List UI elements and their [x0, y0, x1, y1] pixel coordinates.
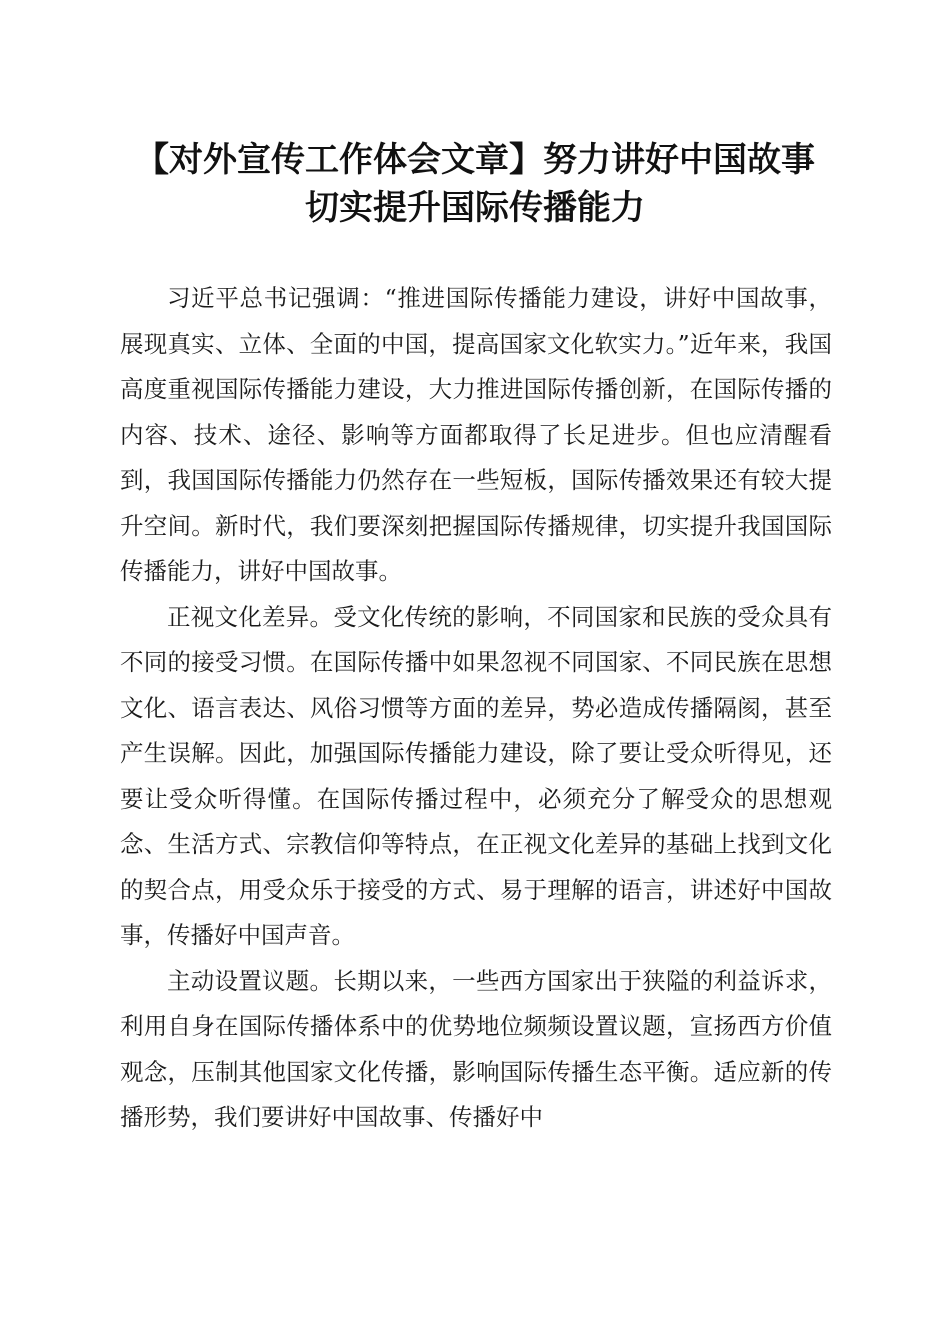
paragraph-2: 正视文化差异。受文化传统的影响，不同国家和民族的受众具有不同的接受习惯。在国际传播中如果忽视不同国家、不同民族在思想文化、语言表达、风俗习惯等方面的差异，势必造成传播隔阂，甚至产生误解。因此，加强国际传播能力建设，除了要让受众听得见，还要让受众听得懂。在国际传播过程中，必须充分了解受众的思想观念、生活方式、宗教信仰等特点，在正视文化差异的基础上找到文化的契合点，用受众乐于接受的方式、易于理解的语言，讲述好中国故事，传播好中国声音。 — [120, 602, 832, 949]
document-body — [120, 276, 832, 1141]
paragraph-1: 习近平总书记强调：“推进国际传播能力建设，讲好中国故事，展现真实、立体、全面的中国，提高国家文化软实力。”近年来，我国高度重视国际传播能力建设，大力推进国际传播创新，在国际传播的内容、技术、途径、影响等方面都取得了长足进步。但也应清醒看到，我国国际传播能力仍然存在一些短板，国际传播效果还有较大提升空间。新时代，我们要深刻把握国际传播规律，切实提升我国国际传播能力，讲好中国故事。 — [120, 284, 832, 585]
document-title — [100, 136, 850, 232]
paragraph-3: 主动设置议题。长期以来，一些西方国家出于狭隘的利益诉求，利用自身在国际传播体系中的优势地位频频设置议题，宣扬西方价值观念，压制其他国家文化传播，影响国际传播生态平衡。适应新的传播形势，我们要讲好中国故事、传播好中 — [120, 966, 832, 1131]
title-line-2: 切实提升国际传播能力 — [305, 188, 645, 228]
title-line-1: 【对外宣传工作体会文章】努力讲好中国故事 — [135, 140, 815, 180]
